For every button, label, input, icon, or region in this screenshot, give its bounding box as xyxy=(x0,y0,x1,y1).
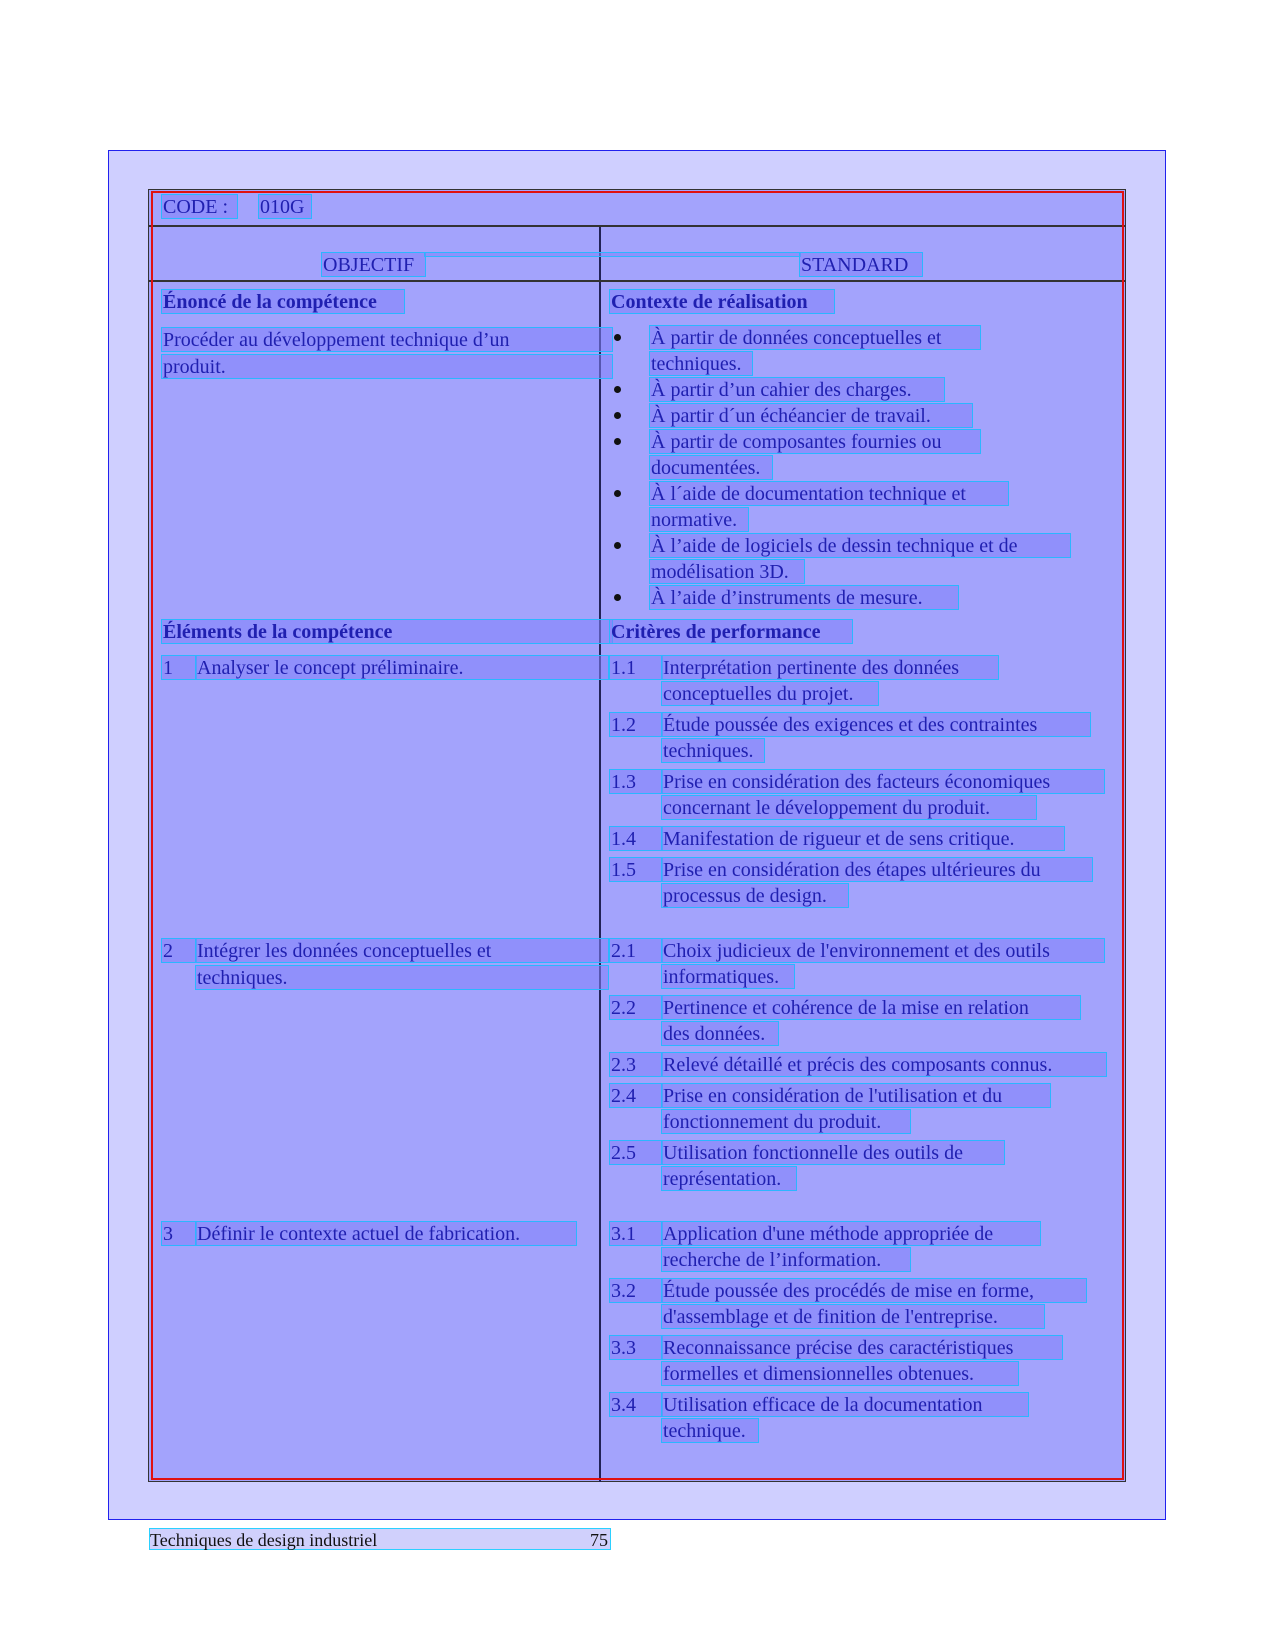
contexte-line: À l´aide de documentation technique et xyxy=(650,482,1008,505)
enonce-line: Procéder au développement technique d’un xyxy=(162,328,612,351)
criteria-text: fonctionnement du produit. xyxy=(662,1110,910,1133)
criteria-text: Reconnaissance précise des caractéristiques xyxy=(662,1336,1062,1359)
criteria-text: Application d'une méthode appropriée de xyxy=(662,1222,1040,1245)
bullet-icon xyxy=(614,412,621,419)
criteria-text: d'assemblage et de finition de l'entreprise. xyxy=(662,1305,1044,1328)
criteria-number: 2.3 xyxy=(610,1053,662,1076)
contexte-line: À l’aide de logiciels de dessin technique et de xyxy=(650,534,1070,557)
criteria-text: Pertinence et cohérence de la mise en relation xyxy=(662,996,1080,1019)
criteria-number: 1.4 xyxy=(610,827,662,850)
criteria-number: 3.1 xyxy=(610,1222,662,1245)
footer-title: Techniques de design industriel xyxy=(150,1530,378,1550)
bullet-icon xyxy=(614,594,621,601)
element-text: Analyser le concept préliminaire. xyxy=(196,656,608,679)
element-number: 2 xyxy=(162,939,196,962)
criteria-text: techniques. xyxy=(662,739,764,762)
criteria-text: formelles et dimensionnelles obtenues. xyxy=(662,1362,1018,1385)
contexte-line: À l’aide d’instruments de mesure. xyxy=(650,586,958,609)
criteria-text: Choix judicieux de l'environnement et des outils xyxy=(662,939,1104,962)
contexte-line: documentées. xyxy=(650,456,772,479)
criteria-text: Utilisation efficace de la documentation xyxy=(662,1393,1028,1416)
header-standard: STANDARD xyxy=(800,253,922,276)
enonce-line: produit. xyxy=(162,355,612,378)
criteres-title: Critères de performance xyxy=(610,620,852,643)
criteria-text: recherche de l’information. xyxy=(662,1248,910,1271)
contexte-line: À partir de données conceptuelles et xyxy=(650,326,980,349)
criteria-number: 2.2 xyxy=(610,996,662,1019)
element-text: Définir le contexte actuel de fabrication. xyxy=(196,1222,576,1245)
header-objectif: OBJECTIF xyxy=(322,253,425,276)
bullet-icon xyxy=(614,438,621,445)
header-rule-top xyxy=(148,225,1126,227)
criteria-number: 1.5 xyxy=(610,858,662,881)
element-number: 3 xyxy=(162,1222,196,1245)
criteria-number: 3.4 xyxy=(610,1393,662,1416)
contexte-line: À partir d´un échéancier de travail. xyxy=(650,404,972,427)
criteria-text: Interprétation pertinente des données xyxy=(662,656,998,679)
bullet-icon xyxy=(614,334,621,341)
contexte-line: modélisation 3D. xyxy=(650,560,804,583)
page-number: 75 xyxy=(590,1530,608,1550)
criteria-text: représentation. xyxy=(662,1167,796,1190)
contexte-line: techniques. xyxy=(650,352,752,375)
header-spacer xyxy=(425,253,800,256)
criteria-number: 3.2 xyxy=(610,1279,662,1302)
criteria-text: Prise en considération des étapes ultérieures du xyxy=(662,858,1092,881)
bullet-icon xyxy=(614,542,621,549)
element-text: Intégrer les données conceptuelles et xyxy=(196,939,608,962)
criteria-text: Manifestation de rigueur et de sens critique. xyxy=(662,827,1064,850)
code-value: 010G xyxy=(259,195,311,218)
criteria-text: technique. xyxy=(662,1419,758,1442)
criteria-number: 3.3 xyxy=(610,1336,662,1359)
criteria-number: 1.3 xyxy=(610,770,662,793)
criteria-text: Étude poussée des exigences et des contraintes xyxy=(662,713,1090,736)
code-label: CODE : xyxy=(162,195,237,218)
criteria-number: 1.2 xyxy=(610,713,662,736)
criteria-text: Étude poussée des procédés de mise en forme, xyxy=(662,1279,1086,1302)
element-number: 1 xyxy=(162,656,196,679)
criteria-number: 2.5 xyxy=(610,1141,662,1164)
header-rule-bottom xyxy=(148,280,1126,282)
element-text: techniques. xyxy=(196,966,608,989)
contexte-title: Contexte de réalisation xyxy=(610,290,834,313)
contexte-line: À partir d’un cahier des charges. xyxy=(650,378,944,401)
criteria-text: informatiques. xyxy=(662,965,794,988)
criteria-text: Prise en considération de l'utilisation et du xyxy=(662,1084,1050,1107)
criteria-number: 1.1 xyxy=(610,656,662,679)
criteria-number: 2.1 xyxy=(610,939,662,962)
contexte-line: normative. xyxy=(650,508,748,531)
criteria-text: Prise en considération des facteurs économiques xyxy=(662,770,1104,793)
criteria-text: concernant le développement du produit. xyxy=(662,796,1036,819)
criteria-text: conceptuelles du projet. xyxy=(662,682,878,705)
contexte-line: À partir de composantes fournies ou xyxy=(650,430,980,453)
criteria-text: Utilisation fonctionnelle des outils de xyxy=(662,1141,1004,1164)
bullet-icon xyxy=(614,386,621,393)
criteria-number: 2.4 xyxy=(610,1084,662,1107)
criteria-text: Relevé détaillé et précis des composants connus. xyxy=(662,1053,1106,1076)
criteria-text: processus de design. xyxy=(662,884,848,907)
criteria-text: des données. xyxy=(662,1022,778,1045)
elements-title: Éléments de la compétence xyxy=(162,620,612,643)
enonce-title: Énoncé de la compétence xyxy=(162,290,404,313)
bullet-icon xyxy=(614,490,621,497)
column-divider xyxy=(599,227,601,1482)
